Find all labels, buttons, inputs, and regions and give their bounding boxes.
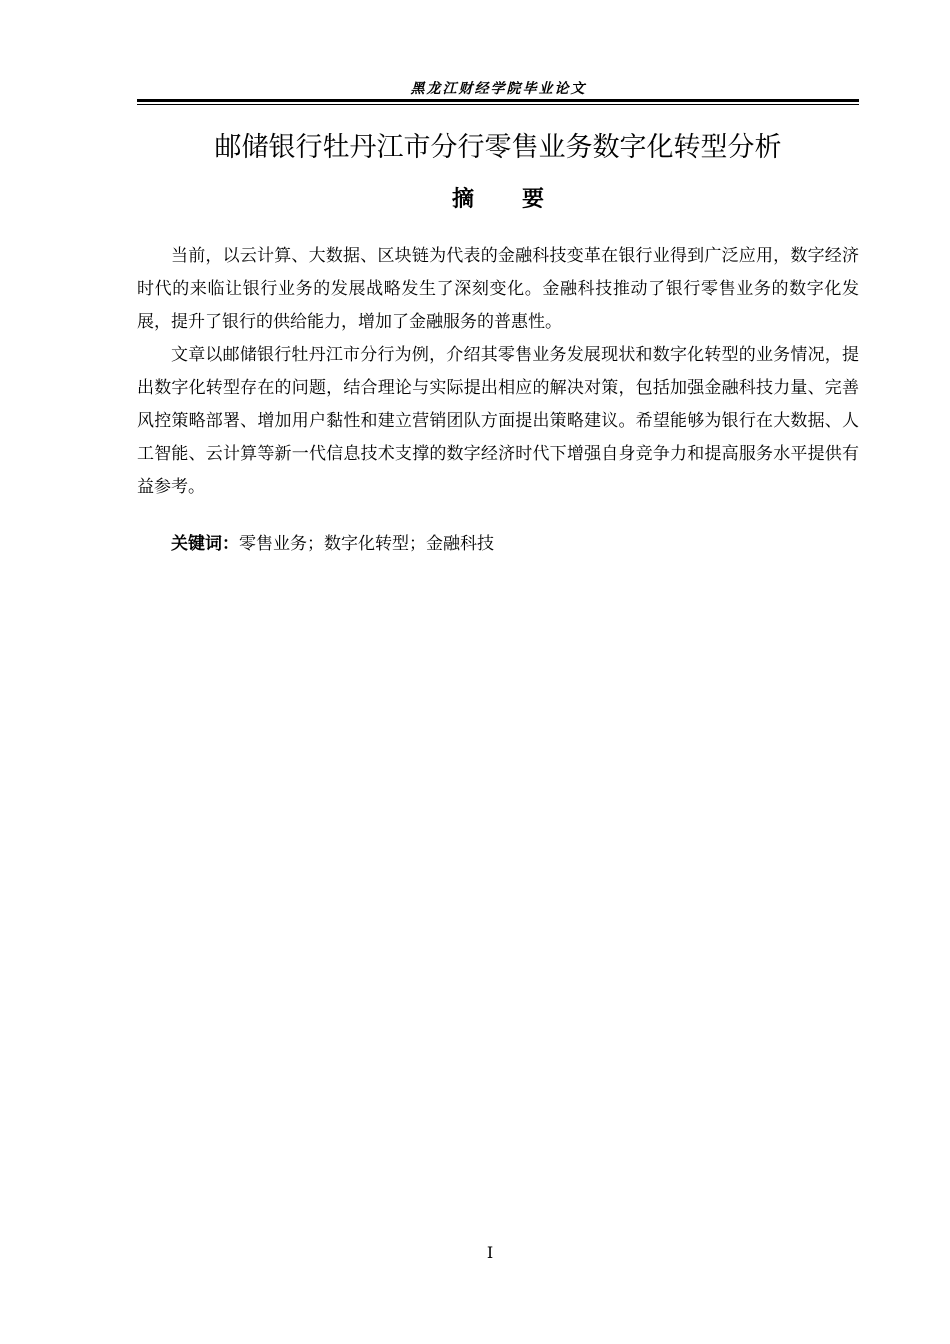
paper-title: 邮储银行牡丹江市分行零售业务数字化转型分析: [214, 132, 782, 163]
header-rule-thick: [137, 99, 859, 102]
running-header: 黑龙江财经学院毕业论文: [410, 81, 587, 97]
abstract-heading: 摘要: [451, 187, 592, 212]
abstract-paragraph-1: 当前，以云计算、大数据、区块链为代表的金融科技变革在银行业得到广泛应用，数字经济时代的来临让银行业务的发展战略发生了深刻变化。金融科技推动了银行零售业务的数字化发展，提升了银行的供给能力，增加了金融服务的普惠性。: [137, 246, 859, 332]
keywords-label: 关键词：: [171, 534, 239, 554]
abstract-paragraph-2: 文章以邮储银行牡丹江市分行为例，介绍其零售业务发展现状和数字化转型的业务情况，提出数字化转型存在的问题，结合理论与实际提出相应的解决对策，包括加强金融科技力量、完善风控策略部署、增加用户黏性和建立营销团队方面提出策略建议。希望能够为银行在大数据、人工智能、云计算等新一代信息技术支撑的数字经济时代下增强自身竞争力和提高服务水平提供有益参考。: [137, 345, 859, 497]
page-number: I: [486, 1243, 494, 1262]
abstract-body: [137, 240, 859, 504]
keywords-line: [137, 528, 859, 561]
header-rule-thin: [137, 104, 859, 105]
keywords-value: 零售业务；数字化转型；金融科技: [239, 534, 494, 554]
